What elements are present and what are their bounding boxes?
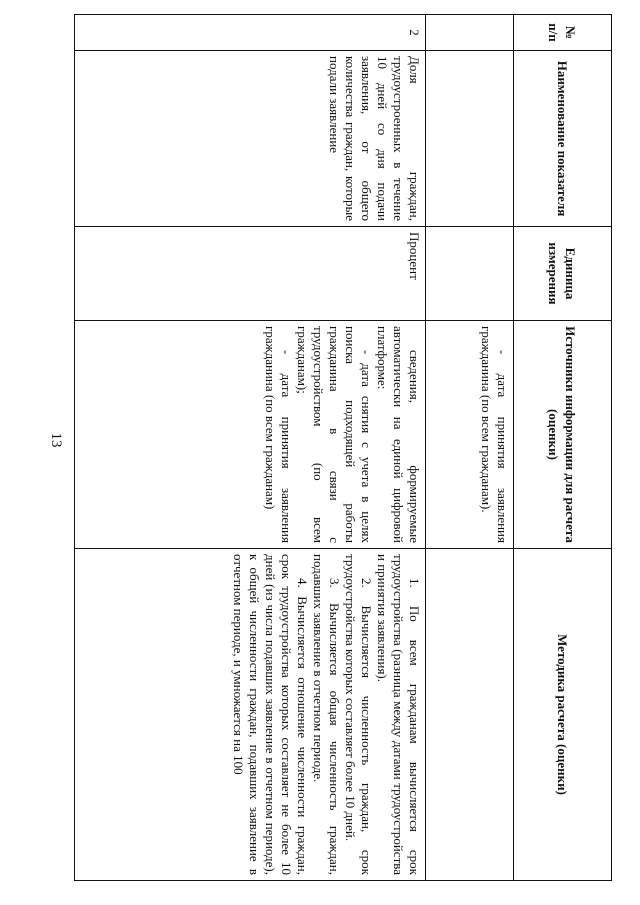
method-step: 2. Вычисляется численность граждан, срок трудоустройства которых составляет более 10 дней. [343,554,374,875]
page-number: 13 [48,432,64,448]
table-header-row [514,15,612,881]
cell-sources [75,321,426,549]
header-num: № п/п [514,15,612,51]
cell-num-empty [426,15,514,51]
cell-method-empty [426,549,514,881]
cell-indicator-name: Доля граждан, трудоустроенных в течение 10 дней со дня подачи заявления, от общего количества граждан, которые подали заявление [75,51,426,227]
sources-continuation-text: - дата принятия заявления гражданина (по всем гражданам). [479,326,510,543]
method-step: 1. По всем гражданам вычисляется срок трудоустройства (разница между датами трудоустройства и принятия заявления). [375,554,422,875]
cell-num: 2 [75,15,426,51]
header-sources: Источники информации для расчета (оценки) [514,321,612,549]
sources-paragraph: сведения, формируемые автоматически на единой цифровой платформе: [375,326,422,543]
method-step: 4. Вычисляется отношение численности граждан, срок трудоустройства которых составляет не более 10 дней (из числа подавших заявление в отчетном периоде), к общей численности граждан, подавших заявление в отчетном периоде, и умножается на 100 [231,554,310,875]
header-method: Методика расчета (оценки) [514,549,612,881]
rotated-page-content [74,14,612,880]
method-step: 3. Вычисляется общая численность граждан, подавших заявление в отчетном периоде. [311,554,342,875]
table-row-continuation [426,15,514,881]
table-row-2 [75,15,426,881]
indicators-table [74,14,612,881]
header-indicator-name: Наименование показателя [514,51,612,227]
cell-unit: Процент [75,227,426,321]
cell-name-empty [426,51,514,227]
sources-paragraph: - дата снятия с учета в целях поиска подходящей работы гражданина в связи с трудоустройством (по всем гражданам); [295,326,374,543]
cell-sources-continuation [426,321,514,549]
header-unit: Единица измерения [514,227,612,321]
sources-paragraph: - дата принятия заявления гражданина (по всем гражданам) [263,326,294,543]
cell-method [75,549,426,881]
cell-unit-empty [426,227,514,321]
